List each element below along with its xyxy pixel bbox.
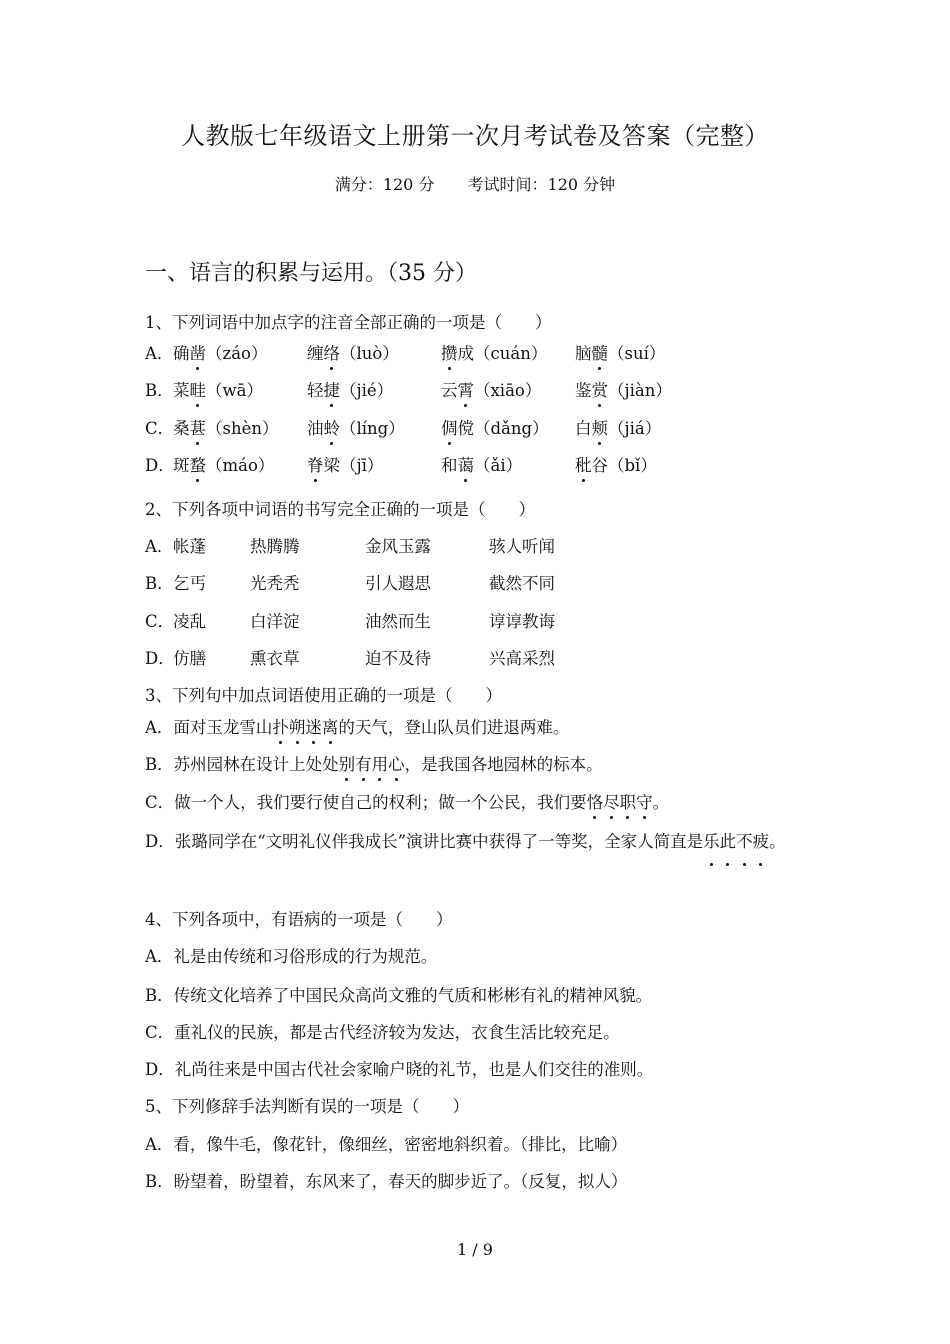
question-2-option-word: 凌乱 <box>173 612 206 631</box>
dotted-character: 畦 <box>190 377 207 401</box>
dotted-character: 倜 <box>441 415 458 439</box>
question-2-option-word: 光秃秃 <box>250 574 300 593</box>
question-2-option-word: 兴高采烈 <box>489 649 555 668</box>
dotted-word: 扑朔迷离 <box>272 718 338 737</box>
question-1-stem: 1、下列词语中加点字的注音全部正确的一项是（ ） <box>145 313 552 332</box>
dotted-character: 蛉 <box>324 415 341 439</box>
dotted-character: 蔼 <box>458 452 475 476</box>
question-1-option-word: 确凿（záo） <box>173 340 267 364</box>
question-4-option-d: D．礼尚往来是中国古代社会家喻户晓的礼节，也是人们交往的准则。 <box>145 1060 654 1079</box>
dotted-word: 恪尽职守 <box>587 793 653 812</box>
question-3-option-d: D．张璐同学在“文明礼仪伴我成长”演讲比赛中获得了一等奖，全家人简直是乐此不疲。 <box>145 824 810 860</box>
question-2-option-label: D． <box>145 649 175 668</box>
question-2-option-label: B． <box>145 574 174 593</box>
question-1-option-word: 鉴赏（jiàn） <box>575 377 672 401</box>
section-heading: 一、语言的积累与运用。（35 分） <box>145 261 477 286</box>
question-2-option-word: 热腾腾 <box>250 537 300 556</box>
question-4-option-a: A．礼是由传统和习俗形成的行为规范。 <box>145 947 438 966</box>
question-1-option-word: 桑葚（shèn） <box>173 415 279 439</box>
dotted-word: 乐此不疲 <box>703 832 769 851</box>
question-2-option-word: 骇人听闻 <box>489 537 555 556</box>
question-4-stem: 4、下列各项中，有语病的一项是（ ） <box>145 910 453 929</box>
page-number: 1 / 9 <box>457 1240 493 1259</box>
question-1-option-word: 攒成（cuán） <box>441 340 547 364</box>
question-1-option-label: D． <box>145 456 175 475</box>
question-2-option-word: 谆谆教诲 <box>489 612 555 631</box>
question-3-option-a: A．面对玉龙雪山扑朔迷离的天气，登山队员们进退两难。 <box>145 714 810 738</box>
question-2-option-word: 引人遐思 <box>365 574 431 593</box>
dotted-character: 霄 <box>458 377 475 401</box>
question-1-option-word: 白颊（jiá） <box>575 415 661 439</box>
question-5-stem: 5、下列修辞手法判断有误的一项是（ ） <box>145 1097 469 1116</box>
question-1-option-word: 轻捷（jié） <box>307 377 393 401</box>
question-1-option-word: 脊梁（jī） <box>307 452 383 476</box>
dotted-character: 髓 <box>592 340 609 364</box>
exam-time: 考试时间：120 分钟 <box>467 175 616 194</box>
question-3-option-c: C．做一个人，我们要行使自己的权利；做一个公民，我们要恪尽职守。 <box>145 789 810 813</box>
dotted-character: 赏 <box>592 377 609 401</box>
question-4-option-b: B．传统文化培养了中国民众高尚文雅的气质和彬彬有礼的精神风貌。 <box>145 986 653 1005</box>
question-1-option-label: B． <box>145 381 174 400</box>
dotted-character: 捷 <box>324 377 341 401</box>
question-1-option-word: 云霄（xiāo） <box>441 377 541 401</box>
question-2-option-label: A． <box>145 537 174 556</box>
page-title: 人教版七年级语文上册第一次月考试卷及答案（完整） <box>181 122 769 150</box>
exam-info <box>0 172 950 195</box>
question-2-option-word: 乞丐 <box>173 574 206 593</box>
question-1-option-word: 菜畦（wā） <box>173 377 263 401</box>
dotted-character: 秕 <box>575 452 592 476</box>
dotted-character: 凿 <box>190 340 207 364</box>
dotted-character: 颊 <box>592 415 609 439</box>
question-5-option-a: A．看，像牛毛，像花针，像细丝，密密地斜织着。（排比，比喻） <box>145 1135 628 1154</box>
question-2-option-word: 金风玉露 <box>365 537 431 556</box>
question-2-option-word: 白洋淀 <box>250 612 300 631</box>
question-1-option-word: 脑髓（suí） <box>575 340 665 364</box>
question-5-option-b: B．盼望着，盼望着，东风来了，春天的脚步近了。（反复，拟人） <box>145 1172 628 1191</box>
question-2-option-word: 迫不及待 <box>365 649 431 668</box>
dotted-word: 别有用心 <box>339 755 405 774</box>
question-4-option-c: C．重礼仪的民族，都是古代经济较为发达，衣食生活比较充足。 <box>145 1023 620 1042</box>
question-2-option-word: 截然不同 <box>489 574 555 593</box>
question-2-option-word: 仿膳 <box>173 649 206 668</box>
question-1-option-word: 缠络（luò） <box>307 340 399 364</box>
dotted-character: 络 <box>324 340 341 364</box>
question-3-option-b: B．苏州园林在设计上处处别有用心，是我国各地园林的标本。 <box>145 751 810 775</box>
question-2-option-word: 油然而生 <box>365 612 431 631</box>
dotted-character: 蝥 <box>190 452 207 476</box>
question-1-option-word: 秕谷（bǐ） <box>575 452 657 476</box>
question-1-option-word: 倜傥（dǎng） <box>441 415 549 439</box>
question-1-option-word: 和蔼（ǎi） <box>441 452 522 476</box>
dotted-character: 攒 <box>441 340 458 364</box>
dotted-character: 脊 <box>307 452 324 476</box>
question-2-option-word: 熏衣草 <box>250 649 300 668</box>
question-2-stem: 2、下列各项中词语的书写完全正确的一项是（ ） <box>145 500 535 519</box>
question-1-option-word: 油蛉（líng） <box>307 415 405 439</box>
question-1-option-label: C． <box>145 419 175 438</box>
full-score: 满分：120 分 <box>334 175 435 194</box>
question-2-option-word: 帐蓬 <box>173 537 206 556</box>
question-1-option-label: A． <box>145 344 174 363</box>
dotted-character: 葚 <box>190 415 207 439</box>
question-3-stem: 3、下列句中加点词语使用正确的一项是（ ） <box>145 686 502 705</box>
question-2-option-label: C． <box>145 612 175 631</box>
question-1-option-word: 斑蝥（máo） <box>173 452 274 476</box>
